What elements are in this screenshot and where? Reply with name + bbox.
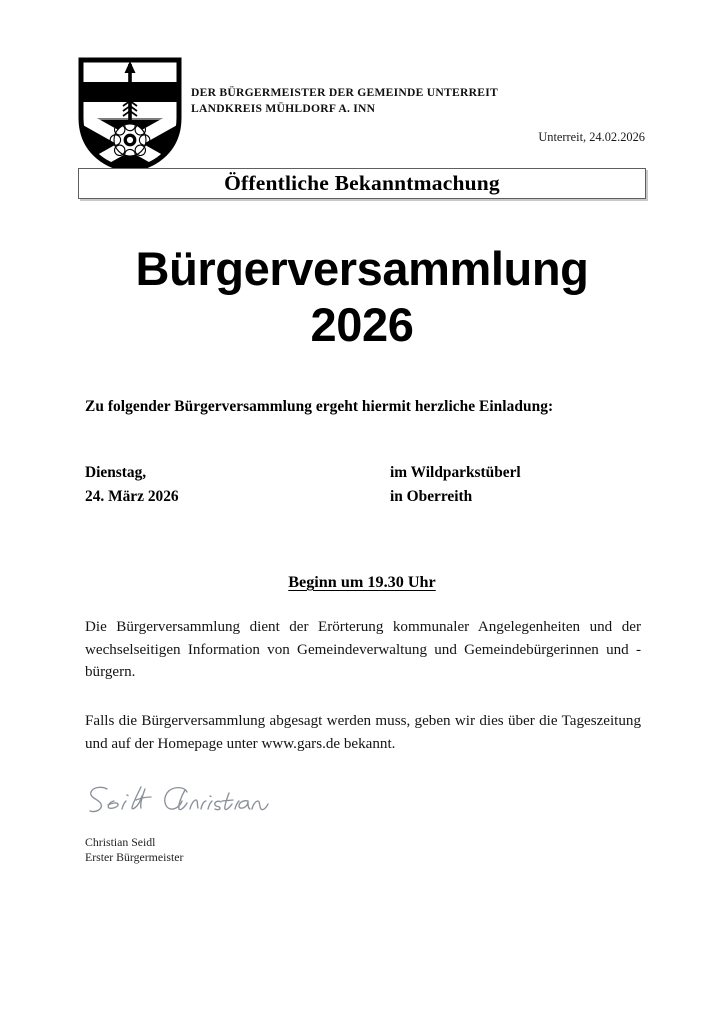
event-details [85,461,645,509]
event-start-time-text: Beginn um 19.30 Uhr [288,573,436,591]
authority-block [191,85,498,116]
event-details-row-2 [85,485,645,509]
place-and-date: Unterreit, 24.02.2026 [538,130,645,144]
authority-line-1: DER BÜRGERMEISTER DER GEMEINDE UNTERREIT [191,86,498,99]
handwritten-signature-icon [84,783,274,825]
event-venue-line-2: in Oberreith [390,488,473,505]
event-date-line-1: Dienstag, [85,464,147,481]
document-header [78,54,646,174]
signer-name: Christian Seidl [85,835,156,849]
signer-block [85,835,183,864]
event-date-line-2: 24. März 2026 [85,488,179,505]
public-notice-box [78,168,646,199]
event-start-time [0,573,724,592]
authority-line-2: LANDKREIS MÜHLDORF A. INN [191,101,376,115]
poster-headline [0,241,724,353]
public-notice-title: Öffentliche Bekanntmachung [224,170,500,195]
unterreit-coat-of-arms-icon [78,56,182,172]
event-venue-line-1: im Wildparkstüberl [390,464,521,481]
body-paragraph-1: Die Bürgerversammlung dient der Erörterung kommunaler Angelegenheiten und der wechselseitigen Information von Gemeindeverwaltung und Gemeindebürgerinnen und -bürgern. [85,619,641,680]
headline-line-2: 2026 [310,298,414,351]
event-details-row-1 [85,461,645,485]
invitation-text: Zu folgender Bürgerversammlung ergeht hiermit herzliche Einladung: [85,398,554,415]
headline-line-1: Bürgerversammlung [135,242,589,295]
signer-role: Erster Bürgermeister [85,849,184,864]
body-paragraph-2: Falls die Bürgerversammlung abgesagt werden muss, geben wir dies über die Tageszeitung und auf der Homepage unter www.gars.de bekannt. [85,713,641,752]
